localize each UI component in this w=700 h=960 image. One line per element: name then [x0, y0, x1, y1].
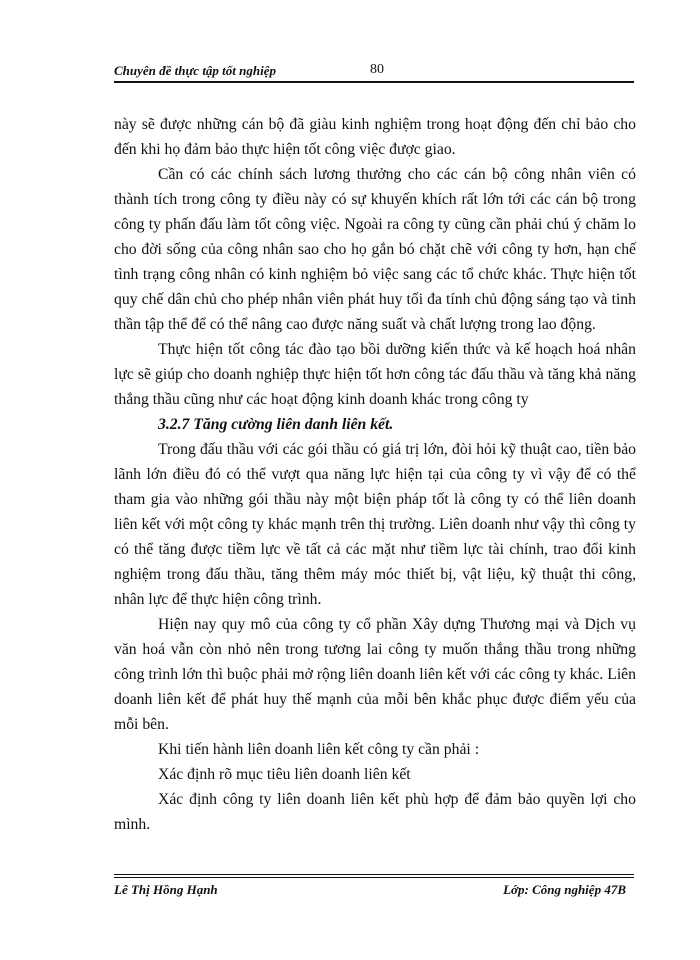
page-header: [114, 63, 634, 83]
page-footer: [114, 874, 634, 899]
body-text: [114, 112, 636, 837]
footer-author: Lê Thị Hồng Hạnh: [114, 882, 218, 897]
section-heading: 3.2.7 Tăng cường liên danh liên kết.: [158, 416, 394, 433]
paragraph: Hiện nay quy mô của công ty cổ phần Xây dựng Thương mại và Dịch vụ văn hoá vẫn còn nhỏ nên trong tương lai công ty muốn thắng thầu trong những công trình lớn thì buộc phải mở rộng liên doanh liên kết với các công ty khác. Liên doanh liên kết để phát huy thế mạnh của mỗi bên khắc phục được điểm yếu của mỗi bên.: [114, 616, 636, 733]
paragraph: Cần có các chính sách lương thưởng cho các cán bộ công nhân viên có thành tích trong công ty điều này có sự khuyến khích rất lớn tới các cán bộ trong công ty phấn đấu làm tốt công việc. Ngoài ra công ty cũng cần phải chú ý chăm lo cho đời sống của công nhân sao cho họ gắn bó chặt chẽ với công ty hơn, hạn chế tình trạng công nhân có kinh nghiệm bỏ việc sang các tổ chức khác. Thực hiện tốt quy chế dân chủ cho phép nhân viên phát huy tối đa tính chủ động sáng tạo và tinh thần tập thể để có thể nâng cao được năng suất và chất lượng trong lao động.: [114, 166, 636, 333]
page-number: 80: [370, 62, 384, 77]
paragraph: Xác định công ty liên doanh liên kết phù hợp để đảm bảo quyền lợi cho mình.: [114, 791, 636, 833]
paragraph: Khi tiến hành liên doanh liên kết công ty cần phải :: [158, 741, 480, 758]
footer-class: Lớp: Công nghiệp 47B: [503, 882, 626, 897]
header-title: Chuyên đề thực tập tốt nghiệp: [114, 63, 276, 78]
paragraph: Trong đấu thầu với các gói thầu có giá trị lớn, đòi hỏi kỹ thuật cao, tiền bảo lãnh lớn điều đó có thể vượt qua năng lực hiện tại của công ty vì vậy để có thể tham gia vào những gói thầu này một biện pháp tốt là công ty có thể liên doanh liên kết với một công ty khác mạnh trên thị trường. Liên doanh như vậy thì công ty có thể tăng được tiềm lực về tất cả các mặt như tiềm lực tài chính, trao đổi kinh nghiệm trong đấu thầu, tăng thêm máy móc thiết bị, vật liệu, kỹ thuật thi công, nhân lực để thực hiện công trình.: [114, 441, 636, 608]
paragraph: này sẽ được những cán bộ đã giàu kinh nghiệm trong hoạt động đến chỉ bảo cho đến khi họ đảm bảo thực hiện tốt công việc được giao.: [114, 116, 636, 158]
paragraph: Thực hiện tốt công tác đào tạo bồi dưỡng kiến thức và kế hoạch hoá nhân lực sẽ giúp cho doanh nghiệp thực hiện tốt hơn công tác đấu thầu và tăng khả năng thắng thầu cũng như các hoạt động kinh doanh khác trong công ty: [114, 341, 636, 408]
paragraph: Xác định rõ mục tiêu liên doanh liên kết: [158, 766, 411, 783]
